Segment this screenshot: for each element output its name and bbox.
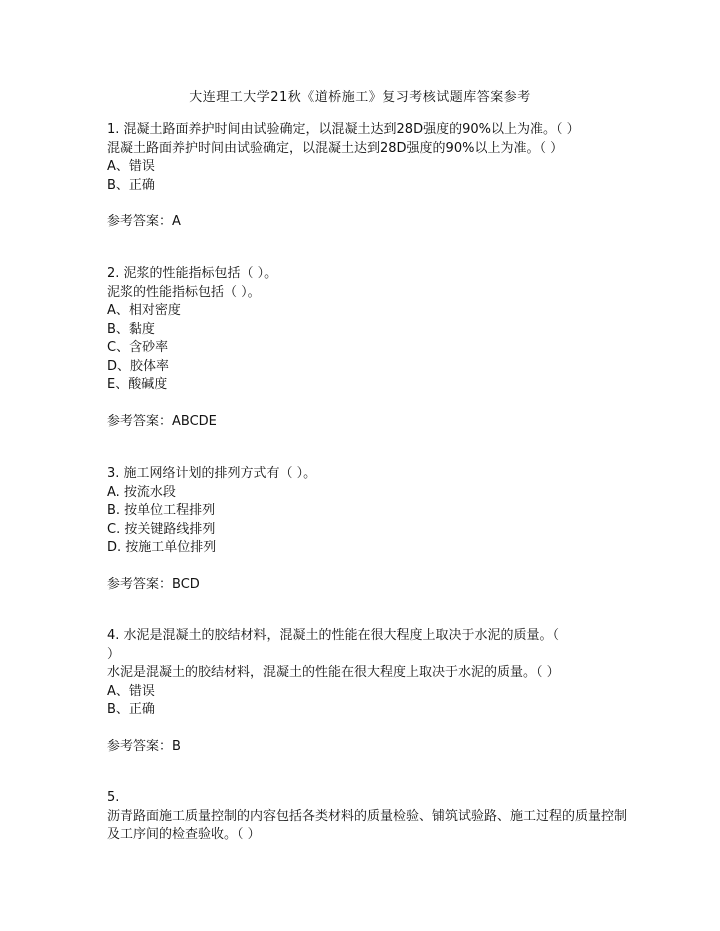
option-c: C、含砂率 <box>107 340 169 355</box>
option-b: B、正确 <box>107 702 155 717</box>
reference-answer: 参考答案：BCD <box>107 576 200 592</box>
question-3 <box>107 465 627 594</box>
option-c: C. 按关键路线排列 <box>107 521 216 537</box>
question-stem: 1. 混凝土路面养护时间由试验确定，以混凝土达到28D强度的90%以上为准。（ ） <box>107 122 580 137</box>
question-stem: 2. 泥浆的性能指标包括（ ）。 <box>107 266 278 281</box>
option-a: A、错误 <box>107 159 155 174</box>
question-repeat: 沥青路面施工质量控制的内容包括各类材料的质量检验、铺筑试验路、施工过程的质量控制及工序间的检查验收。（ ） <box>107 808 628 842</box>
option-e: E、酸碱度 <box>107 377 168 392</box>
question-stem: 5. <box>107 790 120 805</box>
option-d: D. 按施工单位排列 <box>107 540 217 555</box>
question-stem: 3. 施工网络计划的排列方式有（ ）。 <box>107 466 317 481</box>
option-a: A、相对密度 <box>107 303 181 318</box>
document-title: 大连理工大学21秋《道桥施工》复习考核试题库答案参考 <box>189 90 531 105</box>
option-a: A、错误 <box>107 683 155 699</box>
option-b: B、黏度 <box>107 321 155 337</box>
question-repeat: 混凝土路面养护时间由试验确定，以混凝土达到28D强度的90%以上为准。（ ） <box>107 140 564 156</box>
question-5 <box>107 789 627 845</box>
option-b: B、正确 <box>107 177 155 193</box>
option-d: D、胶体率 <box>107 358 170 374</box>
question-repeat: 水泥是混凝土的胶结材料，混凝土的性能在很大程度上取决于水泥的质量。（ ） <box>107 665 560 680</box>
reference-answer: 参考答案：B <box>107 738 181 754</box>
question-stem-continuation: ） <box>107 646 121 662</box>
question-1 <box>107 121 627 232</box>
question-stem: 4. 水泥是混凝土的胶结材料，混凝土的性能在很大程度上取决于水泥的质量。（ <box>107 628 560 643</box>
reference-answer: 参考答案：ABCDE <box>107 413 217 429</box>
question-2 <box>107 265 627 431</box>
question-4 <box>107 627 627 756</box>
question-repeat: 泥浆的性能指标包括（ ）。 <box>107 284 261 300</box>
option-a: A. 按流水段 <box>107 484 176 500</box>
option-b: B. 按单位工程排列 <box>107 503 216 518</box>
reference-answer: 参考答案：A <box>107 214 181 229</box>
